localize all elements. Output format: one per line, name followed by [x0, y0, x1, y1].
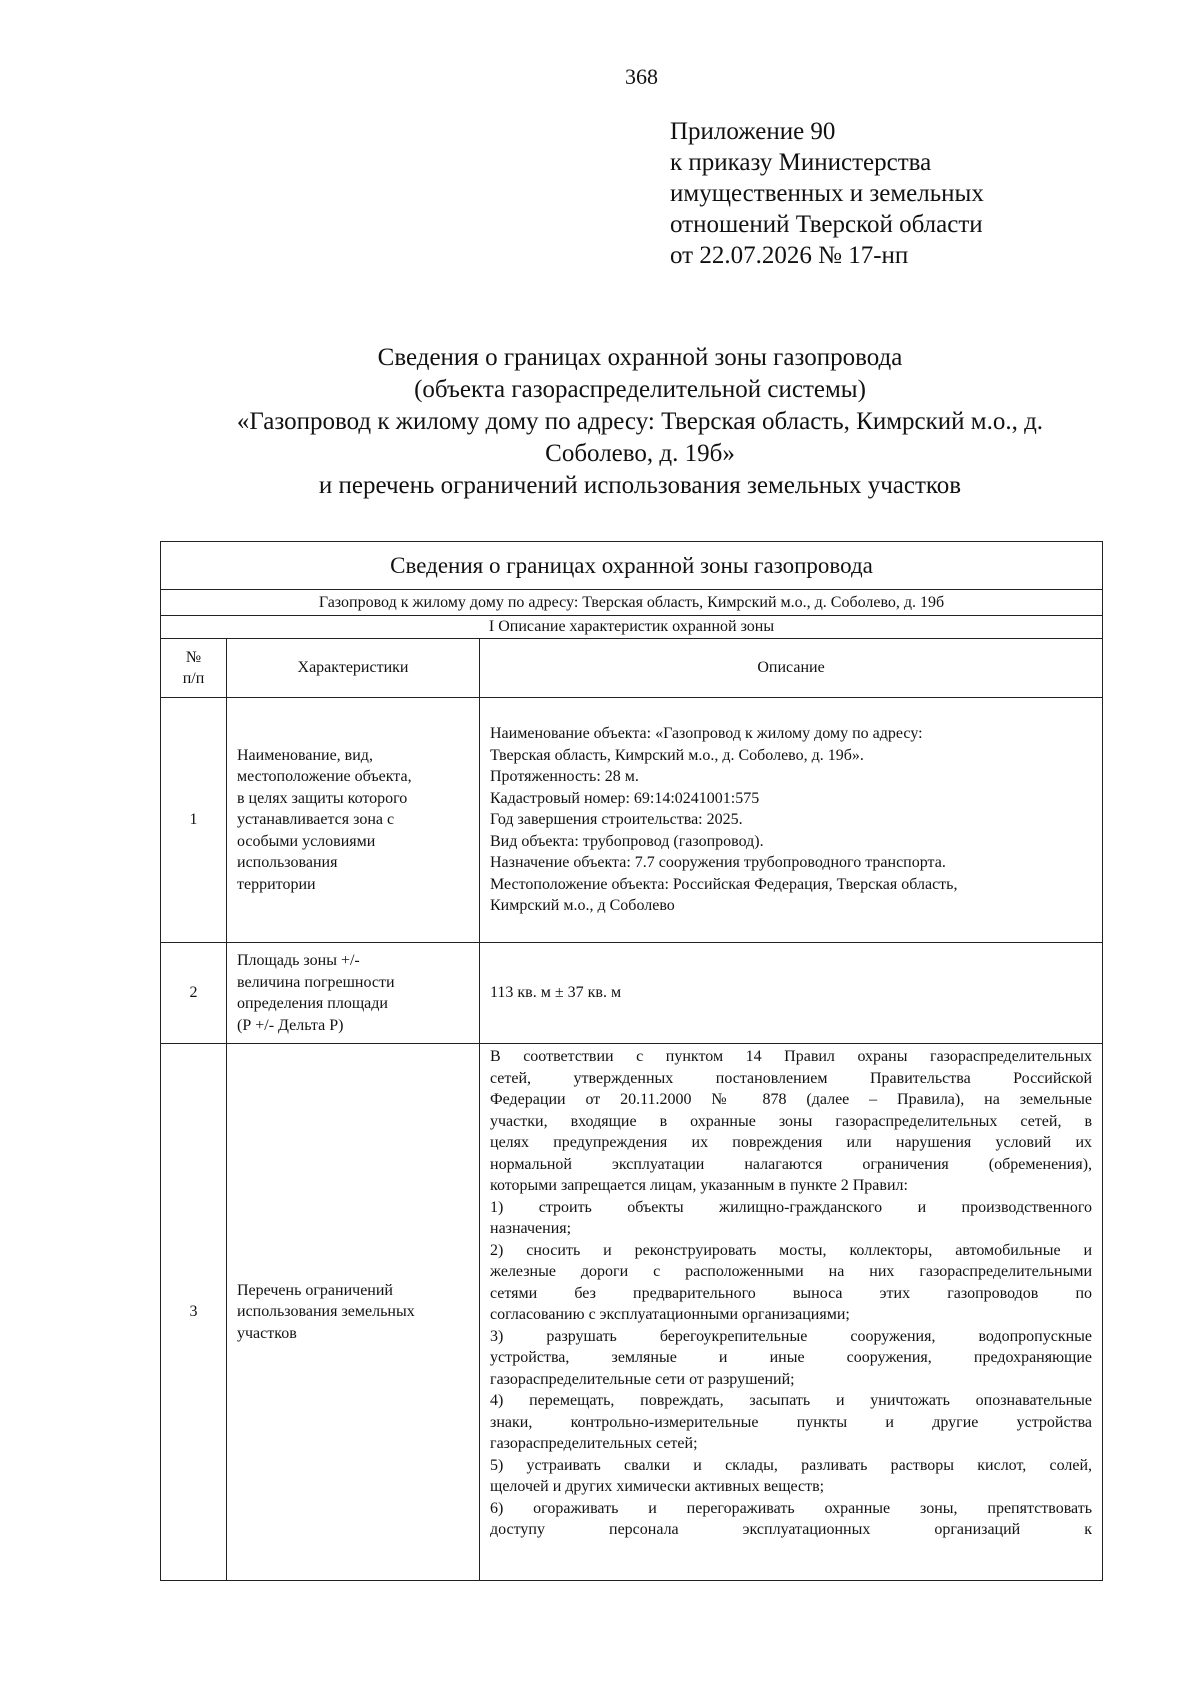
title-line: и перечень ограничений использования земельных участков — [318, 472, 962, 499]
row-number: 3 — [161, 1044, 227, 1581]
title-line: «Газопровод к жилому дому по адресу: Тверская область, Кимрский м.о., д. — [236, 408, 1044, 435]
appendix-line: Приложение 90 — [670, 118, 836, 145]
description-line: 3) разрушать берегоукрепительные сооружения, водопропускные — [490, 1327, 1093, 1345]
description-line: Назначение объекта: 7.7 сооружения трубопроводного транспорта. — [490, 854, 946, 872]
characteristic-line: Наименование, вид, — [237, 746, 373, 764]
description-line: железные дороги с расположенными на них газораспределительными — [490, 1263, 1093, 1280]
characteristic-line: использования — [237, 854, 338, 872]
column-header-description: Описание — [480, 639, 1103, 698]
section-heading: I Описание характеристик охранной зоны — [161, 616, 1103, 639]
row-characteristic — [227, 1044, 480, 1581]
characteristic-line: Площадь зоны +/- — [237, 952, 360, 969]
description-line: знаки, контрольно-измерительные пункты и другие устройства — [490, 1413, 1093, 1431]
object-line: Газопровод к жилому дому по адресу: Тверская область, Кимрский м.о., д. Соболево, д. 19б — [161, 590, 1103, 616]
description-line: Вид объекта: трубопровод (газопровод). — [490, 832, 764, 850]
description-line: Наименование объекта: «Газопровод к жилому дому по адресу: — [490, 725, 923, 743]
title-line: Сведения о границах охранной зоны газопровода — [377, 344, 903, 371]
description-line: Местоположение объекта: Российская Федерация, Тверская область, — [490, 875, 958, 893]
description-line: 1) строить объекты жилищно-гражданского и производственного — [490, 1198, 1093, 1216]
description-line: целях предупреждения их повреждения или нарушения условий их — [490, 1134, 1093, 1151]
description-line: устройства, земляные и иные сооружения, предохраняющие — [490, 1349, 1093, 1366]
description-line: Протяженность: 28 м. — [490, 768, 639, 786]
description-line: сетей, утвержденных постановлением Правительства Российской — [490, 1069, 1093, 1087]
row-characteristic — [227, 698, 480, 943]
characteristic-line: территории — [237, 875, 316, 893]
characteristic-line: Перечень ограничений — [237, 1281, 393, 1299]
column-header-num-label: № п/п — [182, 648, 205, 687]
row-characteristic — [227, 943, 480, 1044]
appendix-line: имущественных и земельных — [670, 180, 984, 207]
description-line: газораспределительных сетей; — [490, 1435, 698, 1452]
description-line: 5) устраивать свалки и склады, разливать растворы кислот, солей, — [490, 1456, 1093, 1474]
characteristic-line: определения площади — [237, 995, 388, 1012]
protection-zone-table — [160, 541, 1103, 1581]
table-banner: Сведения о границах охранной зоны газопровода — [161, 542, 1103, 590]
appendix-block — [670, 116, 984, 271]
characteristic-line: (Р +/- Дельта Р) — [237, 1016, 344, 1034]
table-row — [161, 698, 1103, 943]
table-row — [161, 1044, 1103, 1581]
page-number: 368 — [625, 64, 658, 89]
description-line: Тверская область, Кимрский м.о., д. Соболево, д. 19б». — [490, 746, 864, 764]
characteristic-line: особыми условиями — [237, 832, 376, 850]
characteristic-line: величина погрешности — [237, 973, 395, 991]
row-description — [480, 698, 1103, 943]
description-line: Кимрский м.о., д Соболево — [490, 897, 675, 915]
description-line: Год завершения строительства: 2025. — [490, 811, 743, 829]
description-line: доступу персонала эксплуатационных организаций к — [490, 1521, 1093, 1538]
row-number: 1 — [161, 698, 227, 943]
row-number: 2 — [161, 943, 227, 1044]
description-line: назначения; — [490, 1220, 572, 1237]
description-line: 6) огораживать и перегораживать охранные зоны, препятствовать — [490, 1499, 1093, 1517]
description-line: 4) перемещать, повреждать, засыпать и уничтожать опознавательные — [490, 1392, 1093, 1409]
title-line: (объекта газораспределительной системы) — [414, 376, 866, 403]
appendix-line: к приказу Министерства — [670, 149, 932, 176]
characteristic-line: в целях защиты которого — [237, 789, 408, 807]
description-line: согласованию с эксплуатационными организациями; — [490, 1306, 850, 1323]
description-line: Федерации от 20.11.2000 № 878 (далее – Правила), на земельные — [490, 1091, 1093, 1108]
description-line: щелочей и других химически активных веществ; — [490, 1478, 825, 1495]
row-description — [480, 1044, 1103, 1581]
description-line: 2) сносить и реконструировать мосты, коллекторы, автомобильные и — [490, 1241, 1093, 1259]
column-header-characteristics: Характеристики — [227, 639, 480, 698]
description-line: которыми запрещается лицам, указанным в пункте 2 Правил: — [490, 1177, 908, 1194]
title-line: Соболево, д. 19б» — [545, 440, 735, 467]
document-title — [170, 342, 1110, 502]
description-line: участки, входящие в охранные зоны газораспределительных сетей, в — [490, 1112, 1093, 1130]
appendix-line: от 22.07.2026 № 17-нп — [670, 242, 909, 269]
column-header-num — [161, 639, 227, 698]
description-line: Кадастровый номер: 69:14:0241001:575 — [490, 789, 760, 807]
characteristic-line: устанавливается зона с — [237, 811, 395, 829]
description-line: В соответствии с пунктом 14 Правил охраны газораспределительных — [490, 1048, 1093, 1065]
description-line: 113 кв. м ± 37 кв. м — [490, 984, 622, 1002]
characteristic-line: местоположение объекта, — [237, 768, 412, 786]
table-row — [161, 943, 1103, 1044]
characteristic-line: использования земельных — [237, 1303, 415, 1321]
description-line: газораспределительные сети от разрушений; — [490, 1370, 795, 1388]
description-line: нормальной эксплуатации налагаются ограничения (обременения), — [490, 1155, 1093, 1173]
appendix-line: отношений Тверской области — [670, 211, 983, 238]
row-description — [480, 943, 1103, 1044]
characteristic-line: участков — [237, 1324, 297, 1342]
description-line: сетями без предварительного выноса этих газопроводов по — [490, 1284, 1093, 1302]
